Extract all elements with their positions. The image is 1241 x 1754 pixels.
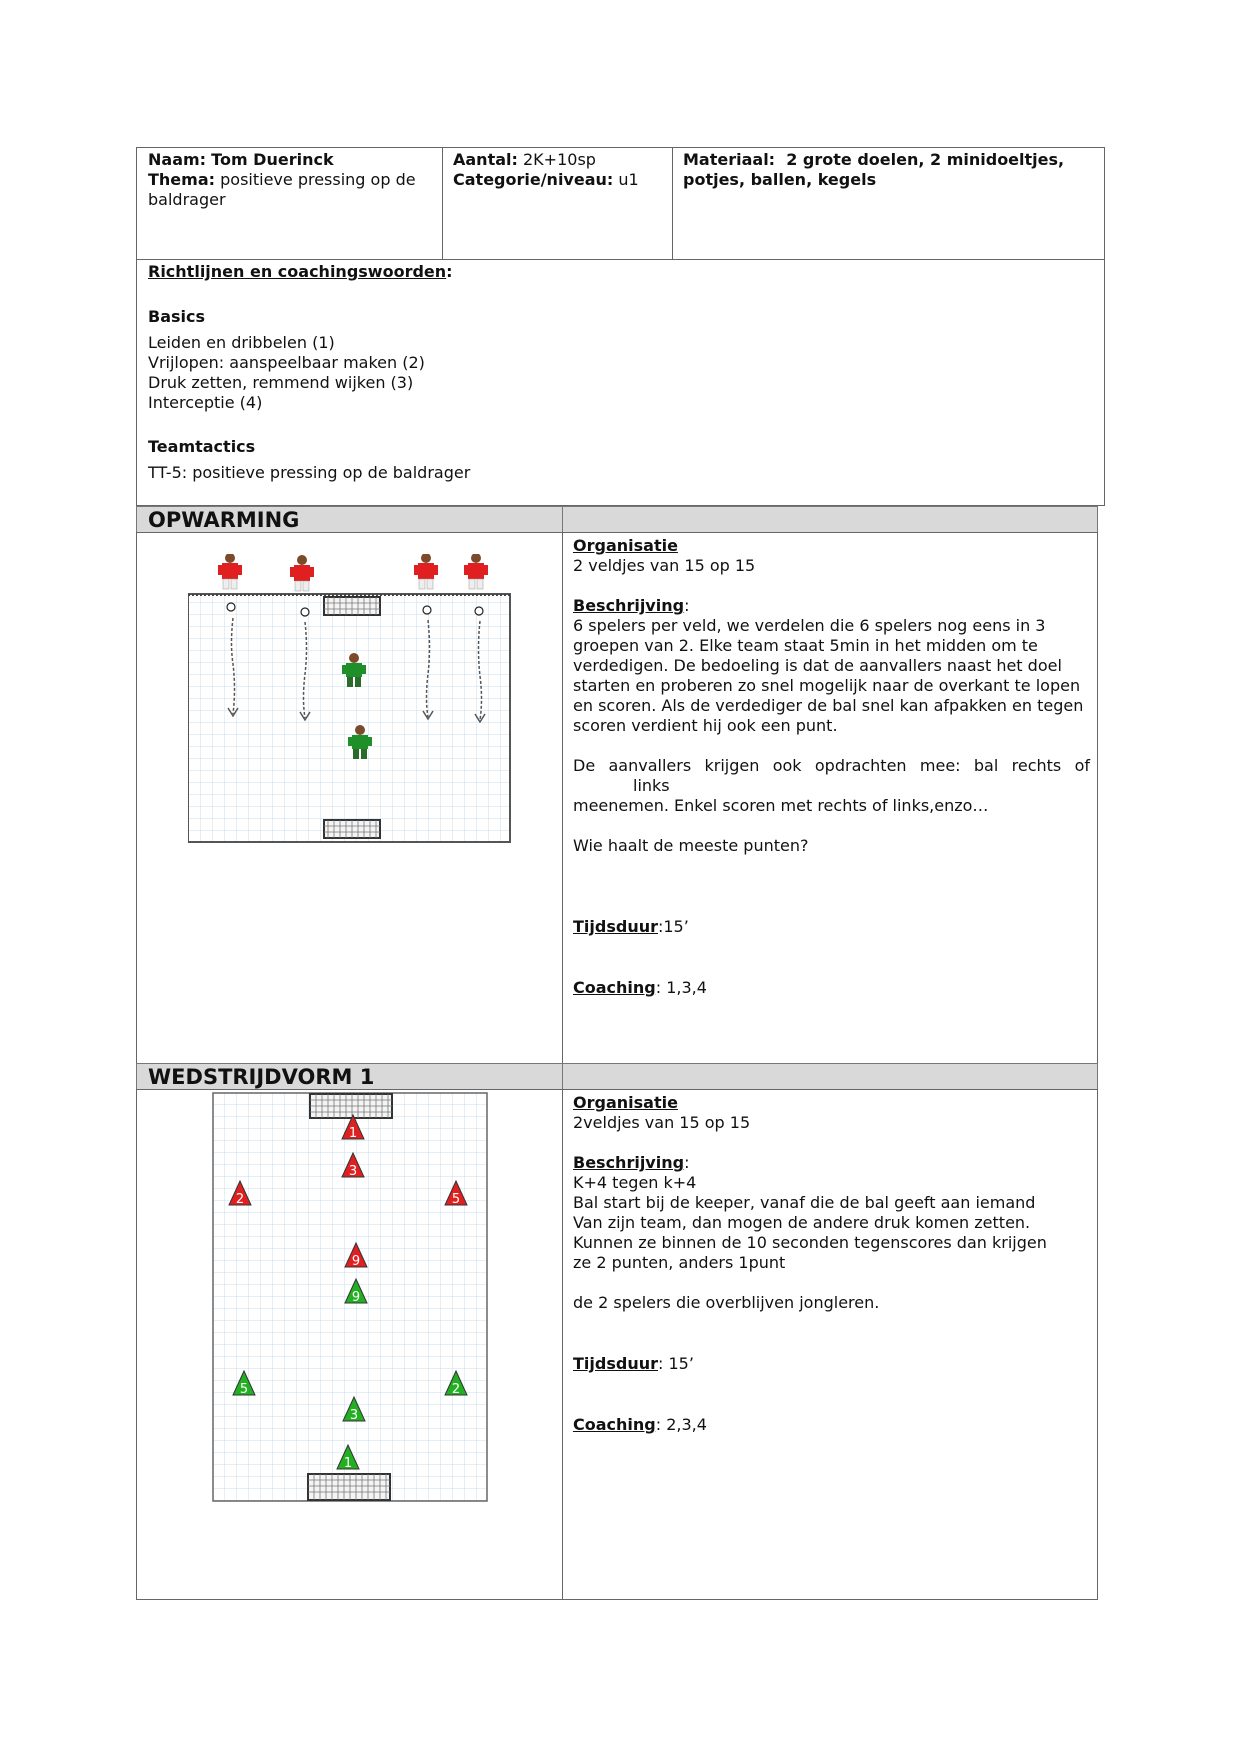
red-player-icon <box>218 554 242 589</box>
beschrijving-line: K+4 tegen k+4 <box>573 1173 697 1192</box>
tijdsduur-label: Tijdsduur <box>573 917 658 936</box>
teamtactics-title: Teamtactics <box>148 437 256 456</box>
cone-number: 9 <box>351 1254 361 1269</box>
cone-number: 1 <box>343 1456 353 1471</box>
tijdsduur-label: Tijdsduur <box>573 1354 658 1373</box>
richtlijnen-block <box>148 262 1048 483</box>
richtlijnen-title: Richtlijnen en coachingswoorden <box>148 262 447 281</box>
beschrijving-text: 6 spelers per veld, we verdelen die 6 spelers nog eens in 3 groepen van 2. Elke team staat 5min in het midden om te verdedigen. De bedoeling is dat de aanvallers naast het doel starten en proberen zo snel mogelijk naar de overkant te lopen en scoren. Als de verdediger de bal snel kan afpakken en tegen scoren verdient hij ook een punt. <box>573 616 1084 735</box>
opwarming-text <box>573 536 1090 998</box>
ball-icon <box>475 607 483 615</box>
beschrijving-line: Bal start bij de keeper, vanaf die de bal geeft aan iemand <box>573 1193 1036 1212</box>
wedstrijdvorm-text <box>573 1093 1090 1435</box>
organisatie-text: 2 veldjes van 15 op 15 <box>573 556 756 575</box>
cone-number: 9 <box>351 1290 361 1305</box>
coaching-label: Coaching <box>573 1415 656 1434</box>
section-header-blank <box>562 506 1098 533</box>
tijdsduur-value: : 15’ <box>657 1354 694 1373</box>
opwarming-field-diagram <box>188 554 512 844</box>
materiaal-block <box>683 150 1088 190</box>
categorie-value: u1 <box>618 170 639 189</box>
vraag-text: Wie haalt de meeste punten? <box>573 836 809 855</box>
materiaal-label: Materiaal: <box>683 150 776 169</box>
beschrijving-label: Beschrijving <box>573 596 685 615</box>
cone-number: 1 <box>348 1126 358 1141</box>
basics-item: Druk zetten, remmend wijken (3) <box>148 373 414 392</box>
naam-label: Naam: <box>148 150 207 169</box>
aantal-label: Aantal: <box>453 150 518 169</box>
beschrijving-line: Van zijn team, dan mogen de andere druk komen zetten. <box>573 1213 1031 1232</box>
thema-label: Thema: <box>148 170 216 189</box>
section-header-blank <box>562 1063 1098 1090</box>
ball-icon <box>301 608 309 616</box>
section-title-opwarming: OPWARMING <box>136 506 563 533</box>
ball-icon <box>227 603 235 611</box>
aantal-value: 2K+10sp <box>523 150 596 169</box>
organisatie-label: Organisatie <box>573 536 678 555</box>
opdrachten-line: De aanvallers krijgen ook opdrachten mee: bal rechts of <box>573 756 1090 775</box>
organisatie-label: Organisatie <box>573 1093 678 1112</box>
cone-number: 5 <box>451 1192 461 1207</box>
thema-value: positieve pressing op de baldrager <box>148 170 416 209</box>
organisatie-text: 2veldjes van 15 op 15 <box>573 1113 751 1132</box>
coaching-value: : 1,3,4 <box>655 978 707 997</box>
cone-number: 2 <box>451 1382 461 1397</box>
basics-item: Vrijlopen: aanspeelbaar maken (2) <box>148 353 425 372</box>
wedstrijdvorm-field-diagram <box>212 1092 490 1504</box>
tijdsduur-value: :15’ <box>657 917 689 936</box>
red-player-icon <box>464 554 488 589</box>
teamtactics-text: TT-5: positieve pressing op de baldrager <box>148 463 471 482</box>
categorie-label: Categorie/niveau: <box>453 170 614 189</box>
red-player-icon <box>414 554 438 589</box>
basics-item: Interceptie (4) <box>148 393 263 412</box>
beschrijving-label: Beschrijving <box>573 1153 685 1172</box>
cone-number: 3 <box>349 1408 359 1423</box>
naam-value: Tom Duerinck <box>211 150 334 169</box>
opdrachten-line: links <box>633 776 670 795</box>
goal-icon <box>308 1474 390 1500</box>
coaching-label: Coaching <box>573 978 656 997</box>
beschrijving-line: ze 2 punten, anders 1punt <box>573 1253 786 1272</box>
coaching-value: : 2,3,4 <box>655 1415 707 1434</box>
cone-number: 5 <box>239 1382 249 1397</box>
opdrachten-line: meenemen. Enkel scoren met rechts of links,enzo… <box>573 796 989 815</box>
naam-block <box>148 150 438 210</box>
cone-number: 2 <box>235 1192 245 1207</box>
red-player-icon <box>290 555 314 591</box>
extra-text: de 2 spelers die overblijven jongleren. <box>573 1293 880 1312</box>
beschrijving-colon: : <box>684 1153 690 1172</box>
richtlijnen-colon: : <box>446 262 453 281</box>
aantal-block <box>453 150 668 190</box>
ball-icon <box>423 606 431 614</box>
basics-title: Basics <box>148 307 206 326</box>
cone-number: 3 <box>348 1164 358 1179</box>
basics-item: Leiden en dribbelen (1) <box>148 333 335 352</box>
materiaal-value: 2 grote doelen, 2 minidoeltjes, potjes, ballen, kegels <box>683 150 1065 189</box>
section-title-wedstrijdvorm-1: WEDSTRIJDVORM 1 <box>136 1063 563 1090</box>
beschrijving-line: Kunnen ze binnen de 10 seconden tegenscores dan krijgen <box>573 1233 1047 1252</box>
goal-icon <box>324 820 380 838</box>
goal-icon <box>324 597 380 615</box>
goal-icon <box>310 1094 392 1118</box>
beschrijving-colon: : <box>684 596 690 615</box>
